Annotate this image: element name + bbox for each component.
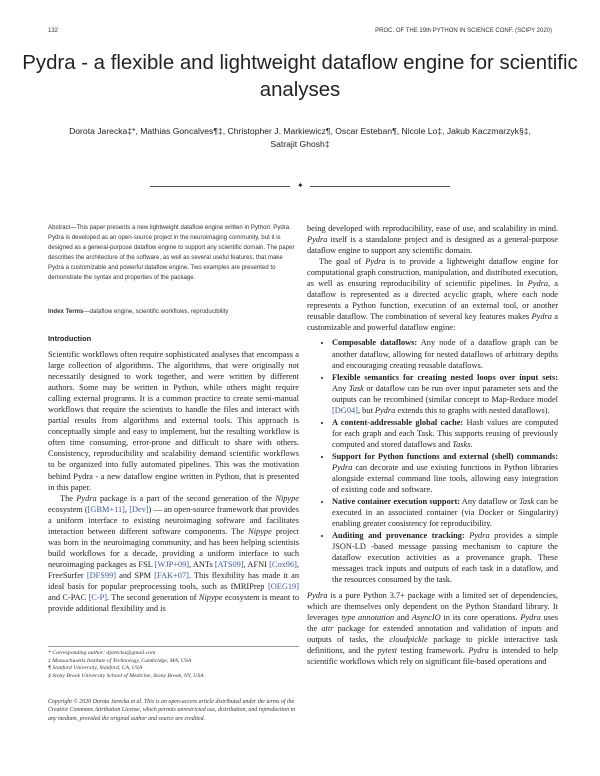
citation-link[interactable]: [DG04]: [332, 405, 358, 415]
abstract-label: Abstract: [48, 224, 71, 231]
citation-link[interactable]: [Dev]: [129, 504, 149, 514]
footnote-affiliation: ‡ Massachusetts Institute of Technology, Cambridge, MA, USA: [48, 657, 192, 664]
index-terms-text: —dataflow engine, scientific workflows, reproducibility: [83, 308, 229, 315]
list-item: • Support for Python functions and external (shell) commands: Pydra can decorate and use existing functions in Python libraries alongside external command line tools, allowing easy integration of existing code and software.: [332, 451, 558, 495]
right-column-body: [307, 223, 558, 667]
divider-ornament-icon: ✦: [297, 181, 304, 190]
right-paragraph-1: being developed with reproducibility, ease of use, and scalability in mind. Pydra itself is a standalone project and is designed as a general-purpose dataflow engine to support any scientific domain.: [307, 224, 558, 256]
citation-link[interactable]: [DFS99]: [86, 570, 117, 580]
footnotes: [48, 650, 299, 681]
right-paragraph-3: Pydra is a pure Python 3.7+ package with a limited set of dependencies, which are themselves only dependent on the Python Standard library. It leverages type annotation and AsyncIO in its core operations. Pydra uses the attr package for extended annotation and validation of inputs and outputs of tasks, the cloudpickle package to pickle interactive task definitions, and the pytest testing framework. Pydra is intended to help scientific workflows which rely on significant file-based operations and: [307, 590, 559, 666]
citation-link[interactable]: [GBM+11]: [87, 504, 125, 514]
section-heading-introduction: Introduction: [48, 334, 92, 343]
right-paragraph-2: The goal of Pydra is to provide a lightweight dataflow engine for computational graph construction, manipulation, and distributed execution, as well as ensuring reproducibility of scientific pipelines. In Pydra, a dataflow is represented as a directed acyclic graph, where each node represents a Python function, execution of an external tool, or another reusable dataflow. The combination of several key features makes Pydra a customizable and powerful dataflow engine:: [307, 257, 559, 333]
citation-link[interactable]: [FAK+07]: [154, 570, 189, 580]
abstract-text: —This paper presents a new lightweight dataflow engine written in Python: Pydra. Pydra is developed as an open-source project in the neuroimaging community, but it is designed as a general-purpose dataflow engine to support any scientific domain. The paper describes the architecture of the software, as well as several useful features, that make Pydra a customizable and powerful dataflow engine. Two examples are presented to demonstrate the syntax and properties of the package.: [48, 224, 295, 281]
footnote-affiliation: ¶ Stanford University, Stanford, CA, USA: [48, 665, 143, 672]
divider-left: [150, 186, 290, 187]
citation-link[interactable]: [WJP+09]: [154, 559, 190, 569]
list-item: • A content-addressable global cache: Hash values are computed for each graph and each Task. This supports reusing of previously computed and stored dataflows and Tasks.: [332, 417, 558, 450]
list-item: • Auditing and provenance tracking: Pydra provides a simple JSON-LD -based message passing mechanism to capture the dataflow execution activities as a provenance graph. These messages track inputs and outputs of each task in a dataflow, and the resources consumed by the task.: [332, 530, 558, 585]
citation-link[interactable]: [ATS09]: [214, 559, 244, 569]
intro-paragraph-2: The Pydra package is a part of the second generation of the Nipype ecosystem ([GBM+11], [Dev]) — an open-source framework that provides a uniform interface to existing neuroimaging software and facilitates interaction between different software components. The Nipype project was born in the neuroimaging community, and has been helping scientists build workflows for a decade, providing a uniform interface to such neuroimaging packages as FSL [WJP+09], ANTs [ATS09], AFNI [Cox96], FreeSurfer [DFS99] and SPM [FAK+07]. This flexibility has made it an ideal basis for popular preprocessing tools, such as fMRIPrep [OEG19] and C-PAC [C-P]. The second generation of Nipype ecosystem is meant to provide additional flexibility and is: [48, 493, 300, 614]
page-number: 132: [48, 28, 59, 34]
footnote-affiliation: § Stony Brook University School of Medicine, Stony Brook, NY, USA: [48, 673, 204, 680]
index-terms-label: Index Terms: [48, 308, 84, 315]
copyright-notice: Copyright © 2020 Dorota Jarecka et al. This is an open-access article distributed under the terms of the Creative Commons Attribution License, which permits unrestricted use, distribution, and reproduction in any medium, provided the original author and source are credited.: [48, 699, 296, 722]
running-head: PROC. OF THE 19th PYTHON IN SCIENCE CONF. (SCIPY 2020): [375, 28, 552, 34]
index-terms: [48, 307, 299, 317]
list-item: • Native container execution support: Any dataflow or Task can be executed in an associated container (via Docker or Singularity) enabling greater consistency for reproducibility.: [332, 496, 558, 529]
feature-list: [307, 337, 558, 585]
citation-link[interactable]: [OEG19]: [267, 581, 299, 591]
footnote-corresponding: * Corresponding author: djarecka@gmail.com: [48, 650, 156, 656]
author-list: Dorota Jarecka‡*, Mathias Goncalves¶‡, Christopher J. Markiewicz¶, Oscar Esteban¶, Nicole Lo‡, Jakub Kaczmarzyk§‡, Satrajit Ghosh‡: [69, 126, 531, 149]
list-item: • Flexible semantics for creating nested loops over input sets: Any Task or dataflow can be run over input parameter sets and the outputs can be recombined (similar concept to Map-Reduce model [DG04], but Pydra extends this to graphs with nested dataflows).: [332, 372, 558, 416]
paper-title: Pydra - a flexible and lightweight dataflow engine for scientific analyses: [22, 52, 578, 101]
citation-link[interactable]: [Cox96]: [269, 559, 297, 569]
divider-right: [310, 186, 450, 187]
abstract: [48, 223, 299, 282]
citation-link[interactable]: [C-P]: [88, 593, 108, 603]
intro-body: [48, 349, 299, 614]
footnote-rule: [48, 646, 299, 647]
intro-paragraph-1: Scientific workflows often require sophisticated analyses that encompass a large collection of algorithms. The algorithms, that were originally not necessarily designed to work together, and were written by different authors. Some may be written in Python, while others might require calling external programs. It is a common practice to create semi-manual workflows that require the scientists to handle the files and interact with partial results from algorithms and external tools. This approach is conceptually simple and easy to implement, but the resulting workflow is often time consuming, error-prone and difficult to share with others. Consistency, reproducibility and scalability demand scientific workflows to be organized into fully automated pipelines. This was the motivation behind Pydra - a new dataflow engine written in Python, that is presented in this paper.: [48, 350, 299, 492]
list-item: • Composable dataflows: Any node of a dataflow graph can be another dataflow, allowing for nested dataflows of arbitrary depths and encouraging creating reusable dataflows.: [332, 337, 558, 370]
